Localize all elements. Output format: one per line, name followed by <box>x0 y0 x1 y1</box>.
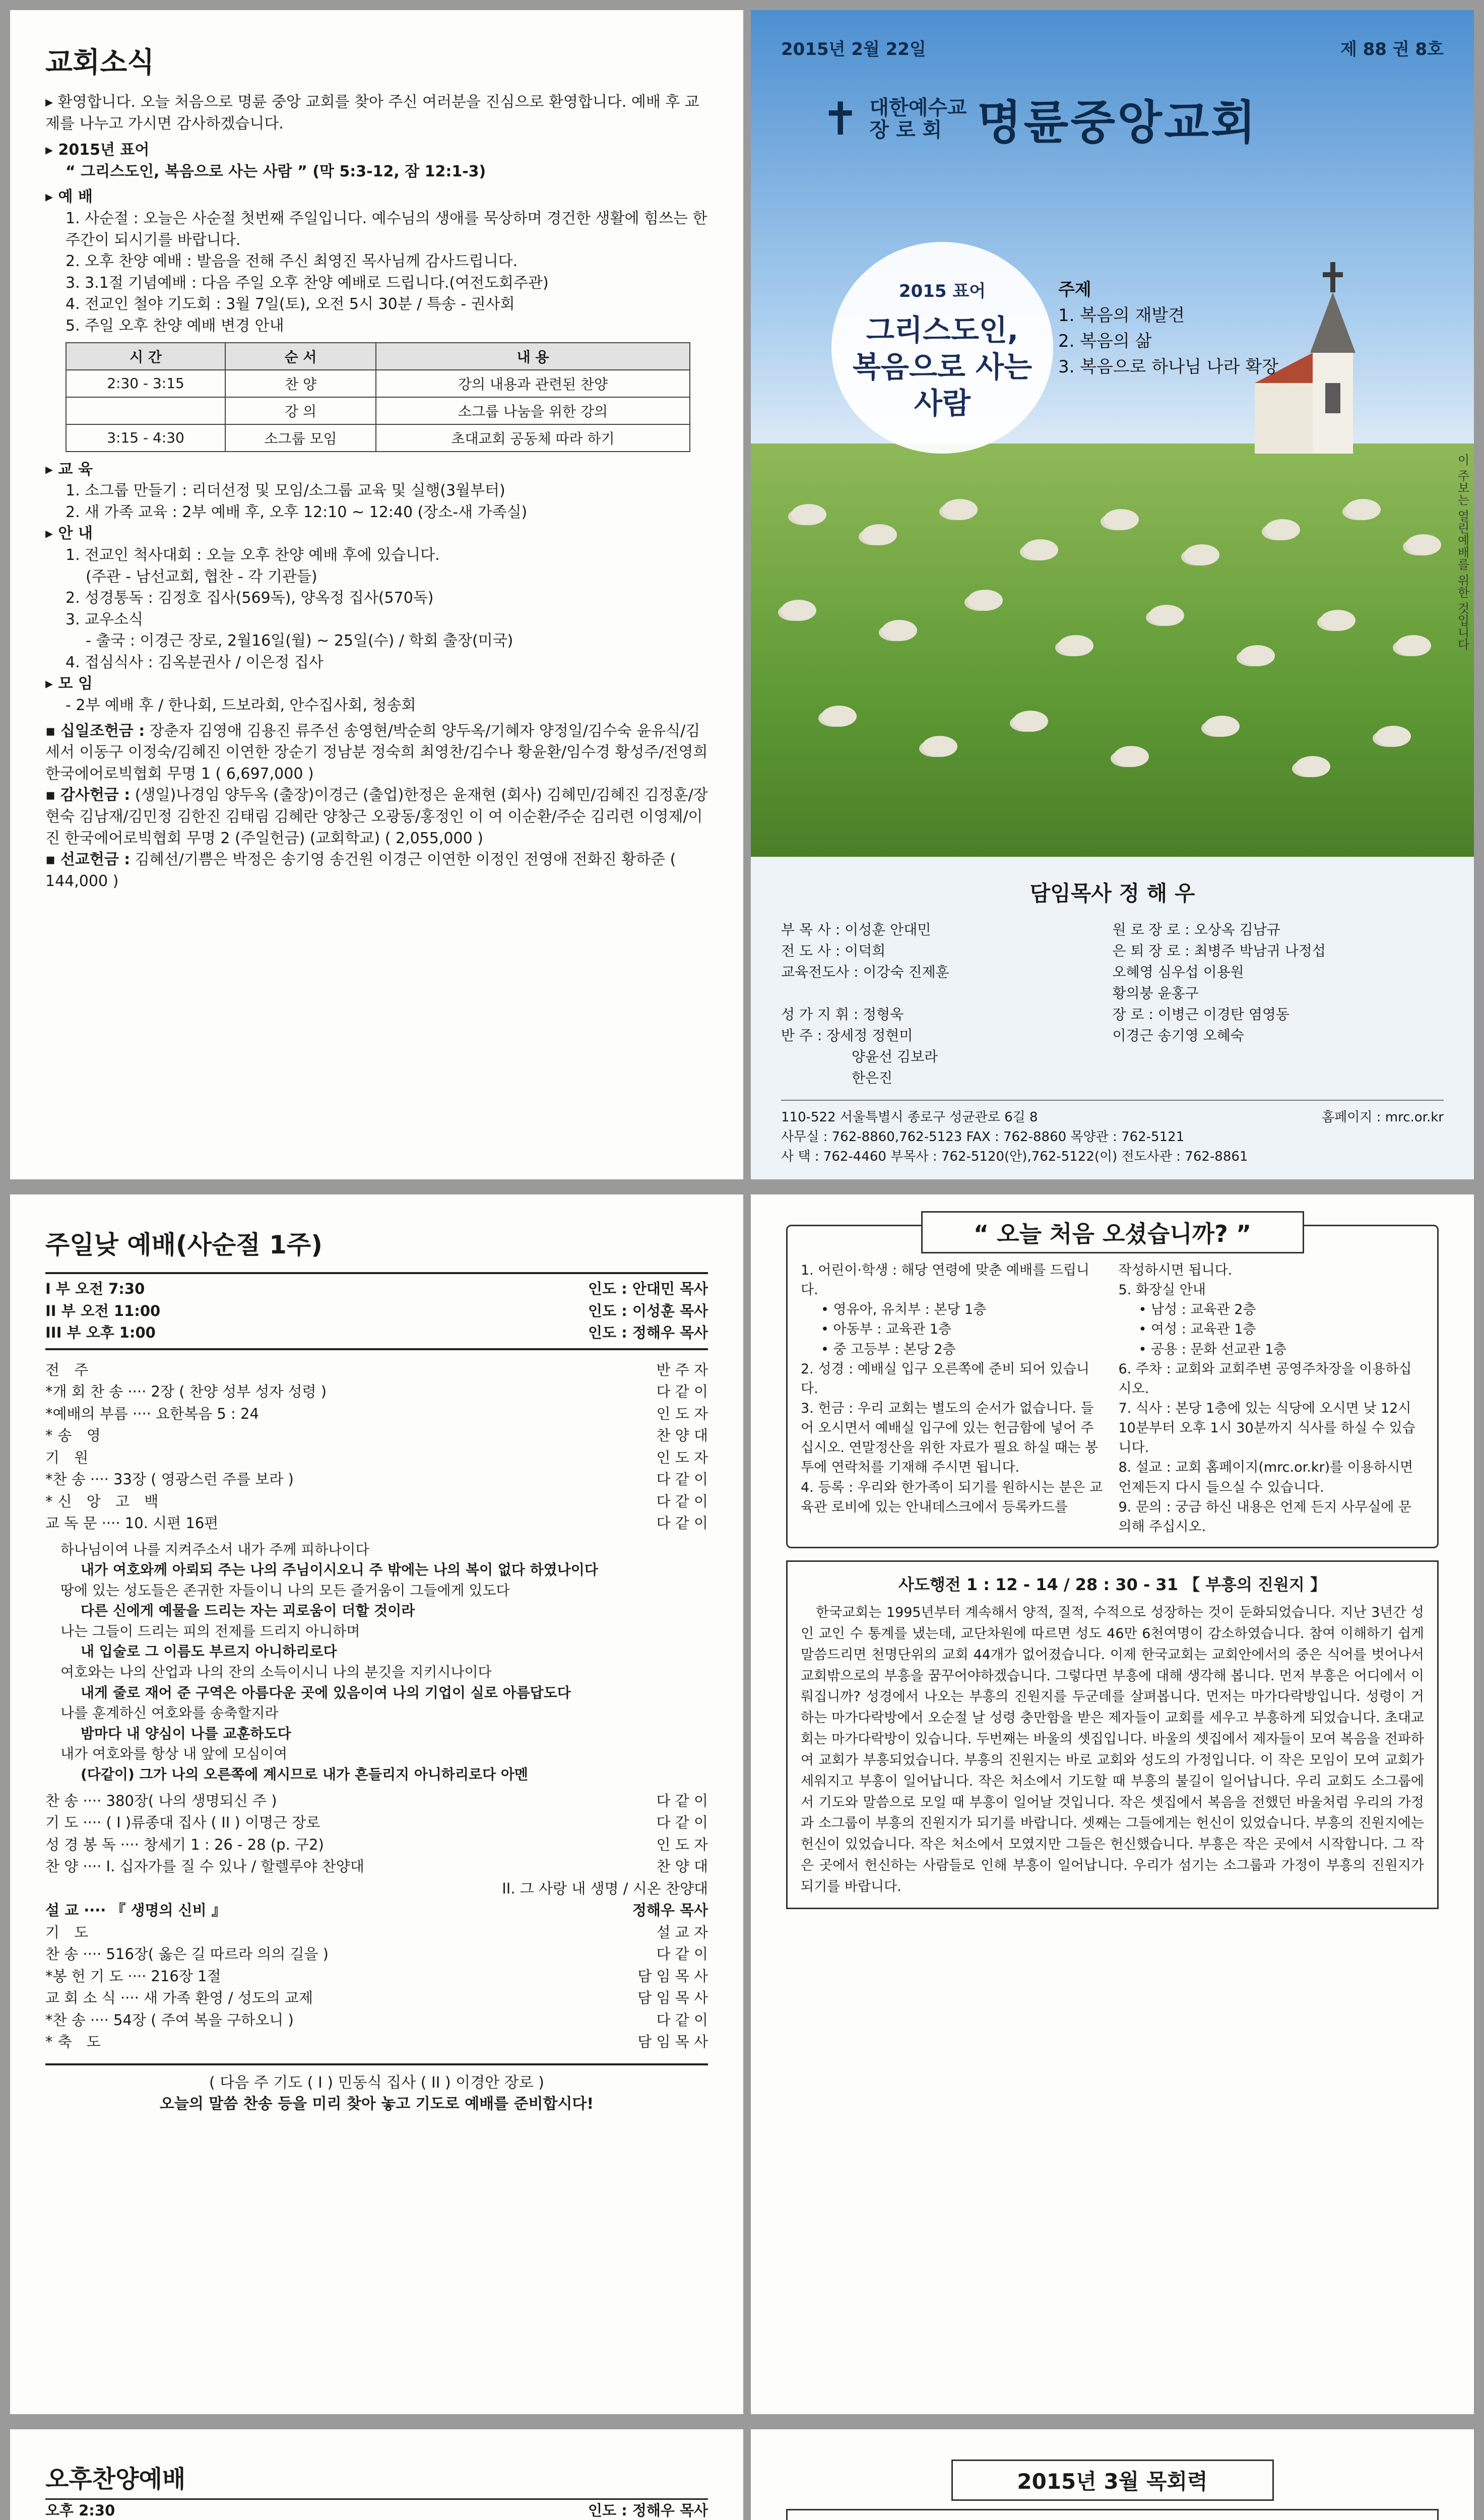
cover-meadow <box>751 444 1474 857</box>
homepage: 홈페이지 : mrc.or.kr <box>1322 1110 1444 1125</box>
edu-heading: ▸ 교 육 <box>45 460 93 478</box>
motto-text: “ 그리스도인, 복음으로 사는 사람 ” (막 5:3-12, 잠 12:1-3) <box>66 162 486 180</box>
notice-item: - 출국 : 이경근 장로, 2월16일(월) ~ 25일(수) / 학회 출장(미국) <box>86 632 513 650</box>
worship-item: 1. 사순절 : 오늘은 사순절 첫번째 주일입니다. 예수님의 생애를 묵상하며 경건한 생활에 힘쓰는 한 주간이 되시기를 바랍니다. <box>66 209 707 249</box>
cover-issue: 제 88 권 8호 <box>1340 39 1444 59</box>
list-item: 찬 송 ···· 516장( 옳은 길 따르라 의의 길을 ) 다 같 이 <box>45 1945 708 1963</box>
list-item: *예배의 부름 ···· 요한복음 5 : 24 인 도 자 <box>45 1405 708 1422</box>
list-item: II. 그 사랑 내 생명 / 시온 찬양대 <box>502 1879 708 1897</box>
list-item: 기 도 설 교 자 <box>45 1923 708 1941</box>
worship-footer <box>45 2063 708 2115</box>
phone-line: 사 택 : 762-4460 부목사 : 762-5120(안),762-5122(이) 전도사관 : 762-8861 <box>781 1149 1248 1164</box>
calendar-mission-page <box>751 2429 1474 2520</box>
motto-main: 그리스도인, 복음으로 사는 사람 <box>852 313 1033 420</box>
responsive-reading: 하나님이여 나를 지켜주소서 내가 주께 피하나이다 내가 여호와께 아뢰되 주는 나의 주님이시오니 주 밖에는 나의 복이 없다 하였나이다 땅에 있는 성도들은 존귀한 자들이니 나의 모든 즐거움이 그들에게 있도다 다른 신에게 예물을 드리는 자는 괴로움이 더할 것이라 나는 그들이 드리는 피의 전제를 드리지 아니하며 내 입술로 그 이름도 부르지 아니하리로다 여호와는 나의 산업과 나의 잔의 소득이시니 나의 분깃을 지키시나이다 내게 줄로 재어 준 구역은 아름다운 곳에 있음이여 나의 기업이 실로 아름답도다 나를 훈계하신 여호와를 송축할지라 밤마다 내 양심이 나를 교훈하도다 내가 여호와를 항상 내 앞에 모심이여 (다같이) 그가 나의 오른쪽에 계시므로 내가 흔들리지 아니하리로다 아멘 <box>60 1541 598 1783</box>
cover-date-bar <box>781 35 1444 60</box>
church-building-icon <box>1255 252 1426 464</box>
weekday-worship-page <box>10 2429 743 2520</box>
table-header: 내 용 <box>376 343 690 370</box>
order-of-worship <box>45 1359 708 1535</box>
list-item: *봉 헌 기 도 ···· 216장 1절 담 임 목 사 <box>45 1967 708 1985</box>
church-name-block <box>821 86 1258 152</box>
service-row: II 부 오전 11:00 인도 : 이성훈 목사 <box>45 1302 708 1319</box>
meeting-heading: ▸ 모 임 <box>45 675 93 693</box>
notice-item: 1. 전교인 척사대회 : 오늘 오후 찬양 예배 후에 있습니다. <box>66 546 440 564</box>
worship-item: 4. 전교인 철야 기도회 : 3월 7일(토), 오전 5시 30분 / 특송 - 권사회 <box>66 295 515 313</box>
notice-item: 4. 접심식사 : 김옥분권사 / 이은정 집사 <box>66 653 324 671</box>
list-item: *신 앙 고 백 다 같 이 <box>45 1492 708 1510</box>
worship-heading: ▸ 예 배 <box>45 188 93 206</box>
table-row: 강 의 소그룹 나눔을 위한 강의 <box>66 397 690 424</box>
calendar-title: 2015년 3월 목회력 <box>951 2460 1274 2501</box>
sermon-summary <box>786 1560 1439 1909</box>
bulletin-page-news <box>10 10 743 1179</box>
service-row: III 부 오후 1:00 인도 : 정해우 목사 <box>45 1324 708 1341</box>
service-times <box>45 1272 708 1350</box>
guide-right: 작성하시면 됩니다. 5. 화장실 안내 • 남성 : 교육관 2층 • 여성 : 교육관 1층 • 공용 : 문화 선교관 1층 6. 주차 : 교회와 교회주변 공영주차장을 이용하십시오. 7. 식사 : 본당 1층에 있는 식당에 오시면 낮 12시 10분부터 오후 1시 30분까지 식사를 하실 수 있습니다. 8. 설교 : 교회 홈페이지(mrc.or.kr)를 이용하시면 언제든지 다시 들으실 수 있습니다. 9. 문의 : 궁금 하신 내용은 언제 든지 사무실에 문의해 주십시오. <box>1118 1263 1415 1535</box>
church-name: 명륜중앙교회 <box>977 96 1258 150</box>
list-item: *축 도 담 임 목 사 <box>45 2033 708 2051</box>
list-item: 교 독 문 ···· 10. 시편 16편 다 같 이 <box>45 1515 708 1532</box>
newcomer-page <box>751 1194 1474 2414</box>
edu-item: 2. 새 가족 교육 : 2부 예배 후, 오후 12:10 ~ 12:40 (장소-새 가족실) <box>66 503 528 521</box>
table-row: 3:15 - 4:30 소그룹 모임 초대교회 공동체 따라 하기 <box>66 424 690 452</box>
cross-icon: ✝ <box>821 92 860 146</box>
contact-block <box>781 1100 1444 1167</box>
worship-item: 5. 주일 오후 찬양 예배 변경 안내 <box>66 317 284 335</box>
notice-item: 3. 교우소식 <box>66 610 144 628</box>
prepare-note: 오늘의 말씀 찬송 등을 미리 찾아 놓고 기도로 예배를 준비합시다! <box>159 2095 594 2113</box>
afternoon-time: 오후 2:30 인도 : 정해우 목사 <box>45 2498 708 2520</box>
list-item: 성 경 봉 독 ···· 창세기 1 : 26 - 28 (p. 구2) 인 도 자 <box>45 1836 708 1853</box>
address: 110-522 서울특별시 종로구 성균관로 6길 8 <box>781 1110 1038 1125</box>
table-row: 2:30 - 3:15 찬 양 강의 내용과 관련된 찬양 <box>66 370 690 397</box>
sermon-row: 설 교 ···· 『 생명의 신비 』 정해우 목사 <box>45 1902 708 1919</box>
list-item: *찬 송 ···· 33장 ( 영광스런 주를 보라 ) 다 같 이 <box>45 1471 708 1488</box>
bulletin-cover <box>751 10 1474 1179</box>
notice-heading: ▸ 안 내 <box>45 525 93 543</box>
thanks-offering: ▪ 감사헌금 : (생일)나경임 양두옥 (출장)이경근 (출업)한정은 윤재현 (회사) 김혜민/김혜진 김정훈/장현숙 김남재/김민정 김한진 김태림 김혜란 양창근 오광동/홍정인 이 여 이순환/주순 김리련 이영제/이진 한국에어로빅협회 무명 2 (주일헌금) (교회학교) ( 2,055,000 ) <box>45 786 708 847</box>
motto-circle <box>831 242 1053 454</box>
motto-year: 2015 표어 <box>898 281 986 301</box>
themes-block: 주제 1. 복음의 재발견 2. 복음의 삶 3. 복음으로 하나님 나라 확장 <box>1058 280 1278 377</box>
list-item: 기 원 인 도 자 <box>45 1448 708 1466</box>
senior-pastor: 담임목사 정 해 우 <box>1029 881 1195 906</box>
afternoon-title: 오후찬양예배 <box>45 2465 186 2493</box>
guide-left: 1. 어린이·학생 : 해당 연령에 맞춘 예배를 드립니다. • 영유아, 유치부 : 본당 1층 • 아동부 : 교육관 1층 • 중 고등부 : 본당 2층 2. 성경 : 예배실 입구 오른쪽에 준비 되어 있습니다. 3. 헌금 : 우리 교회는 별도의 순서가 없습니다. 들어 오시면서 예배실 입구에 있는 헌금함에 넣어 주십시오. 연말정산을 위한 자료가 필요 하실 때는 봉투에 연락처를 기재해 주시면 됩니다. 4. 등록 : 우리와 한가족이 되기를 원하시는 분은 교육관 로비에 있는 안내데스크에서 등록카드를 <box>801 1263 1103 1515</box>
list-item: *송 영 찬 양 대 <box>45 1427 708 1444</box>
table-header: 시 간 <box>66 343 225 370</box>
worship-item: 2. 오후 찬양 예배 : 발음을 전해 주신 최영진 목사님께 감사드립니다. <box>66 253 518 271</box>
phone-line: 사무실 : 762-8860,762-5123 FAX : 762-8860 목양관 : 762-5121 <box>781 1129 1185 1145</box>
edu-item: 1. 소그룹 만들기 : 리더선정 및 모임/소그룹 교육 및 실행(3월부터) <box>66 482 505 500</box>
pastoral-calendar <box>786 2509 1439 2520</box>
notice-item: 2. 성경통독 : 김정호 집사(569독), 양옥정 집사(570독) <box>66 589 434 607</box>
worship-item: 3. 3.1절 기념예배 : 다음 주일 오후 찬양 예배로 드립니다.(여전도회주관) <box>66 274 549 292</box>
table-header: 순 서 <box>225 343 376 370</box>
worship-list <box>45 208 708 337</box>
next-week-prayer: ( 다음 주 기도 ( I ) 민동식 집사 ( II ) 이경안 장로 ) <box>209 2073 544 2092</box>
mission-offering: ▪ 선교헌금 : 김혜선/기쁨은 박정은 송기영 송건원 이경근 이연한 이정인 전영애 전화진 황하준 ( 144,000 ) <box>45 851 676 890</box>
cover-side-note: 이 주보는 열린예배를 위한 것입니다 <box>1455 454 1469 651</box>
list-item: *개 회 찬 송 ···· 2장 ( 찬양 성부 성자 성령 ) 다 같 이 <box>45 1383 708 1400</box>
meeting-item: - 2부 예배 후 / 한나회, 드보라회, 안수집사회, 청송회 <box>66 697 416 715</box>
newcomer-title: “ 오늘 처음 오셨습니까? ” <box>921 1211 1304 1253</box>
motto-label: ▸ 2015년 표어 <box>45 141 150 159</box>
list-item: *찬 송 ···· 54장 ( 주여 복을 구하오니 ) 다 같 이 <box>45 2011 708 2029</box>
staff-list: 부 목 사 : 이성훈 안대민 원 로 장 로 : 오상옥 김남규 전 도 사 : 이덕희 은 퇴 장 로 : 최병주 박남귀 나정섭 교육전도사 : 이강숙 진제훈 오혜영 심우섭 이용원 황의붕 윤홍구 성 가 지 휘 : 정형욱 장 로 : 이병근 이경탄 염영동 반 주 : 장세정 정현미 이경근 송기영 오혜숙 양윤선 김보라 한은진 <box>781 921 1326 1086</box>
schedule-change-table <box>66 342 690 452</box>
sunday-worship-page <box>10 1194 743 2414</box>
denomination: 대한예수교 장 로 회 <box>869 96 967 142</box>
sermon-text: 한국교회는 1995년부터 계속해서 양적, 질적, 수적으로 성장하는 것이 둔화되었습니다. 지난 3년간 성인 교인 수 통계를 냈는데, 교단차원에 따르면 성도 46만 6천여명이 감소하였습니다. 참여 이해하기 쉽게 말씀드리면 천명단위의 교회 44개가 없어졌습니다. 이제 한국교회는 교회안에서의 중은 식어를 벗어나서 교회밖으로의 부흥을 꿈꾸어야하겠습니다. 그렇다면 부흥에 대해 생각해 봅니다. 먼저 부흥은 어디에서 이뤄집니까? 성경에서 나오는 부흥의 진원지를 두군데를 살펴봅니다. 먼저는 마가다락방입니다. 성령이 거하는 마가다락방에서 오순절 날 성령 충만함을 받은 제자들이 교회를 세우고 부흥하게 되었습니다. 초대교회는 마가다락방이 있습니다. 두번째는 바울의 셋집입니다. 바울의 셋집에서 제자들이 모여 복음을 전파하여 교회가 부흥되었습니다. 부흥의 진원지는 바로 교회와 성도의 가정입니다. 이 작은 모임이 모여 교회가 세워지고 부흥이 일어납니다. 작은 처소에서 기도할 때 부흥의 불길이 일어납니다. 우리 교회도 소그룹에서 기도와 말씀으로 모일 때 부흥이 일어날 것입니다. 작은 셋집에서 복음을 전했던 바울처럼 우리의 가정과 소그룹이 부흥의 진원지가 되기를 바랍니다. 셋째는 그들에게는 헌신이 있었습니다. 부흥의 진원지에는 헌신이 있었습니다. 작은 처소에서 모였지만 그들은 헌신했습니다. 부흥은 작은 곳에서 시작합니다. 그 작은 곳에서 헌신하는 사람들로 인해 부흥이 일어납니다. 우리가 섬기는 소그룹과 가정이 부흥의 진원지가 되기를 바랍니다. <box>801 1604 1424 1895</box>
list-item: 전 주 반 주 자 <box>45 1361 708 1378</box>
list-item: 교 회 소 식 ···· 새 가족 환영 / 성도의 교제 담 임 목 사 <box>45 1989 708 2007</box>
welcome-text: ▸ 환영합니다. 오늘 처음으로 명륜 중앙 교회를 찾아 주신 여러분을 진심으로 환영합니다. 예배 후 교제를 나누고 가시면 감사하겠습니다. <box>45 93 699 133</box>
list-item: 찬 양 ···· I. 십자가를 질 수 있나 / 할렐루야 찬양대 찬 양 대 <box>45 1858 708 1875</box>
newcomer-guide <box>786 1220 1439 1548</box>
list-item: 찬 송 ···· 380장( 나의 생명되신 주 ) 다 같 이 <box>45 1792 708 1809</box>
sermon-title: 사도행전 1 : 12 - 14 / 28 : 30 - 31 【 부흥의 진원지 】 <box>898 1574 1326 1594</box>
news-title: 교회소식 <box>45 46 155 79</box>
list-item: 기 도 ···· ( I )류종대 집사 ( II ) 이명근 장로 다 같 이 <box>45 1814 708 1832</box>
church-info <box>751 857 1474 1179</box>
service-row: I 부 오전 7:30 인도 : 안대민 목사 <box>45 1280 708 1297</box>
notice-item: (주관 - 남선교회, 협찬 - 각 기관들) <box>86 568 317 586</box>
tithe-offering: ▪ 십일조헌금 : 장춘자 김영애 김용진 류주선 송영현/박순희 양두옥/기혜자 양정일/김수숙 윤유식/김세서 이동구 이정숙/김혜진 이연한 장순기 정남분 정숙희 최영찬/김수나 황윤환/임수경 황성주/전영희 한국에어로빅협회 무명 1 ( 6,697,000 ) <box>45 722 708 783</box>
order-of-worship-2 <box>45 1790 708 2053</box>
cover-date: 2015년 2월 22일 <box>781 39 926 59</box>
sunday-title: 주일낮 예배(사순절 1주) <box>45 1230 323 1259</box>
